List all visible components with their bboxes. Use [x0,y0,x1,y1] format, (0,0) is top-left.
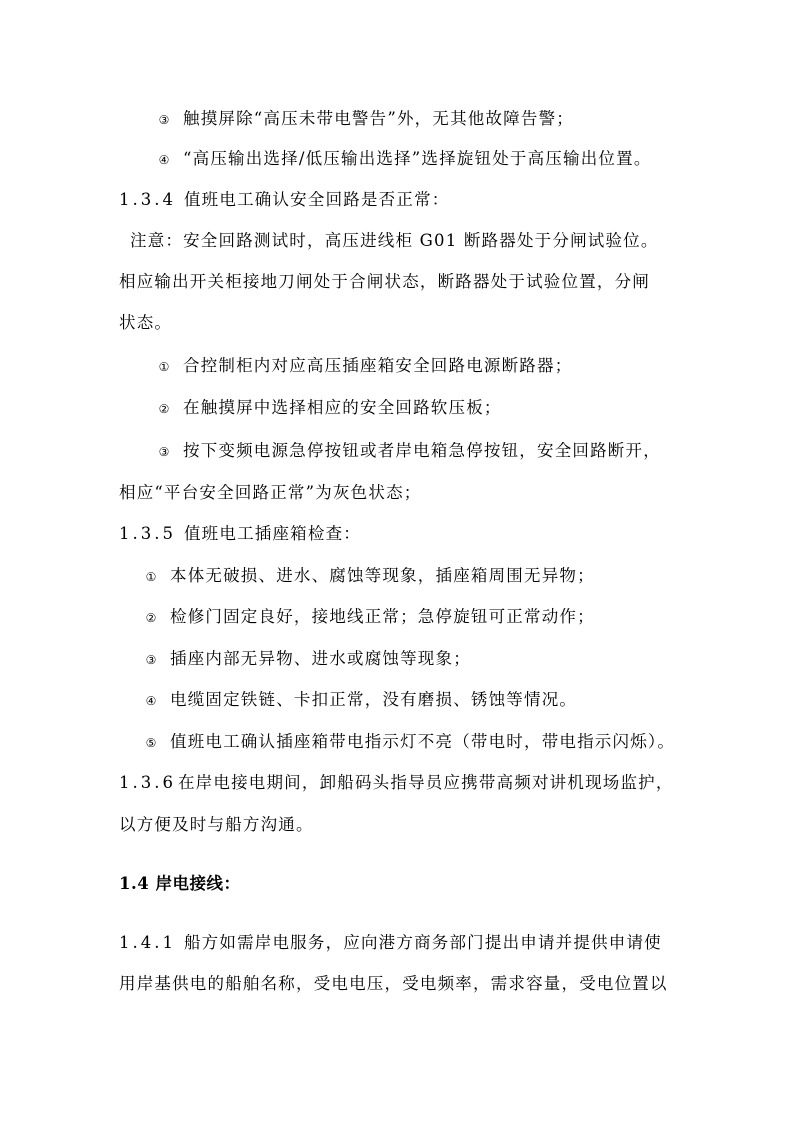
section-title: 值班电工插座箱检查： [183,524,361,543]
list-marker: ③ [158,113,170,127]
paragraph-text: 状态。 [119,313,173,332]
paragraph-line [119,972,668,996]
list-item-text: “高压输出选择/低压输出选择”选择旋钮处于高压输出位置。 [183,149,652,168]
section-heading [119,522,361,546]
paragraph-text: 以方便及时与船方沟通。 [119,815,314,834]
list-item [144,647,471,672]
section-heading [119,771,674,795]
section-number: 1.4.1 [119,933,176,952]
list-item-text: 值班电工确认插座箱带电指示灯不亮（带电时，带电指示闪烁）。 [170,732,676,751]
list-item [157,439,661,464]
list-item [144,605,595,630]
list-marker: ① [158,360,170,374]
list-item [144,564,595,589]
list-item-text: 合控制柜内对应高压插座箱安全回路电源断路器； [183,356,573,375]
section-number: 1.3.6 [119,773,176,792]
list-marker: ⑤ [145,736,157,750]
paragraph-text: 注意：安全回路测试时，高压进线柜 G01 断路器处于分闸试验位。 [130,231,659,250]
subsection-title: 1.4 岸电接线： [119,874,241,893]
section-heading [119,188,449,212]
list-item-text: 电缆固定铁链、卡扣正常，没有磨损、锈蚀等情况。 [170,690,578,709]
section-number: 1.3.4 [119,190,176,209]
list-marker: ① [145,570,157,584]
paragraph-text: 相应“平台安全回路正常”为灰色状态； [119,483,422,502]
paragraph-text: 相应输出开关柜接地刀闸处于合闸状态，断路器处于试验位置，分闸 [119,272,650,291]
section-title: 船方如需岸电服务，应向港方商务部门提出申请并提供申请使 [183,933,662,952]
section-title: 值班电工确认安全回路是否正常： [183,190,450,209]
list-item-text: 在触摸屏中选择相应的安全回路软压板； [183,398,502,417]
list-marker: ③ [145,653,157,667]
list-marker: ② [158,402,170,416]
paragraph-line [119,813,314,837]
section-heading [119,931,662,955]
paragraph-line [119,270,650,294]
list-marker: ④ [145,694,157,708]
paragraph-text: 用岸基供电的船舶名称，受电电压，受电频率，需求容量，受电位置以 [119,974,668,993]
list-item [157,107,574,132]
list-marker: ③ [158,445,170,459]
section-number: 1.3.5 [119,524,176,543]
list-marker: ② [145,611,157,625]
list-item-text: 检修门固定良好，接地线正常；急停旋钮可正常动作； [170,607,595,626]
paragraph-line [119,311,172,335]
subsection-heading [119,872,240,896]
list-item [144,688,577,713]
list-item [157,147,652,172]
list-item [144,730,675,755]
list-item-text: 触摸屏除“高压未带电警告”外，无其他故障告警； [183,109,574,128]
note-line [130,229,659,253]
list-marker: ④ [158,153,170,167]
list-item [157,354,572,379]
list-item-text: 本体无破损、进水、腐蚀等现象，插座箱周围无异物； [170,566,595,585]
section-title: 在岸电接电期间，卸船码头指导员应携带高频对讲机现场监护， [177,773,674,792]
paragraph-line [119,481,421,505]
list-item-text: 按下变频电源急停按钮或者岸电箱急停按钮，安全回路断开， [183,441,661,460]
list-item [157,396,502,421]
list-item-text: 插座内部无异物、进水或腐蚀等现象； [170,649,471,668]
